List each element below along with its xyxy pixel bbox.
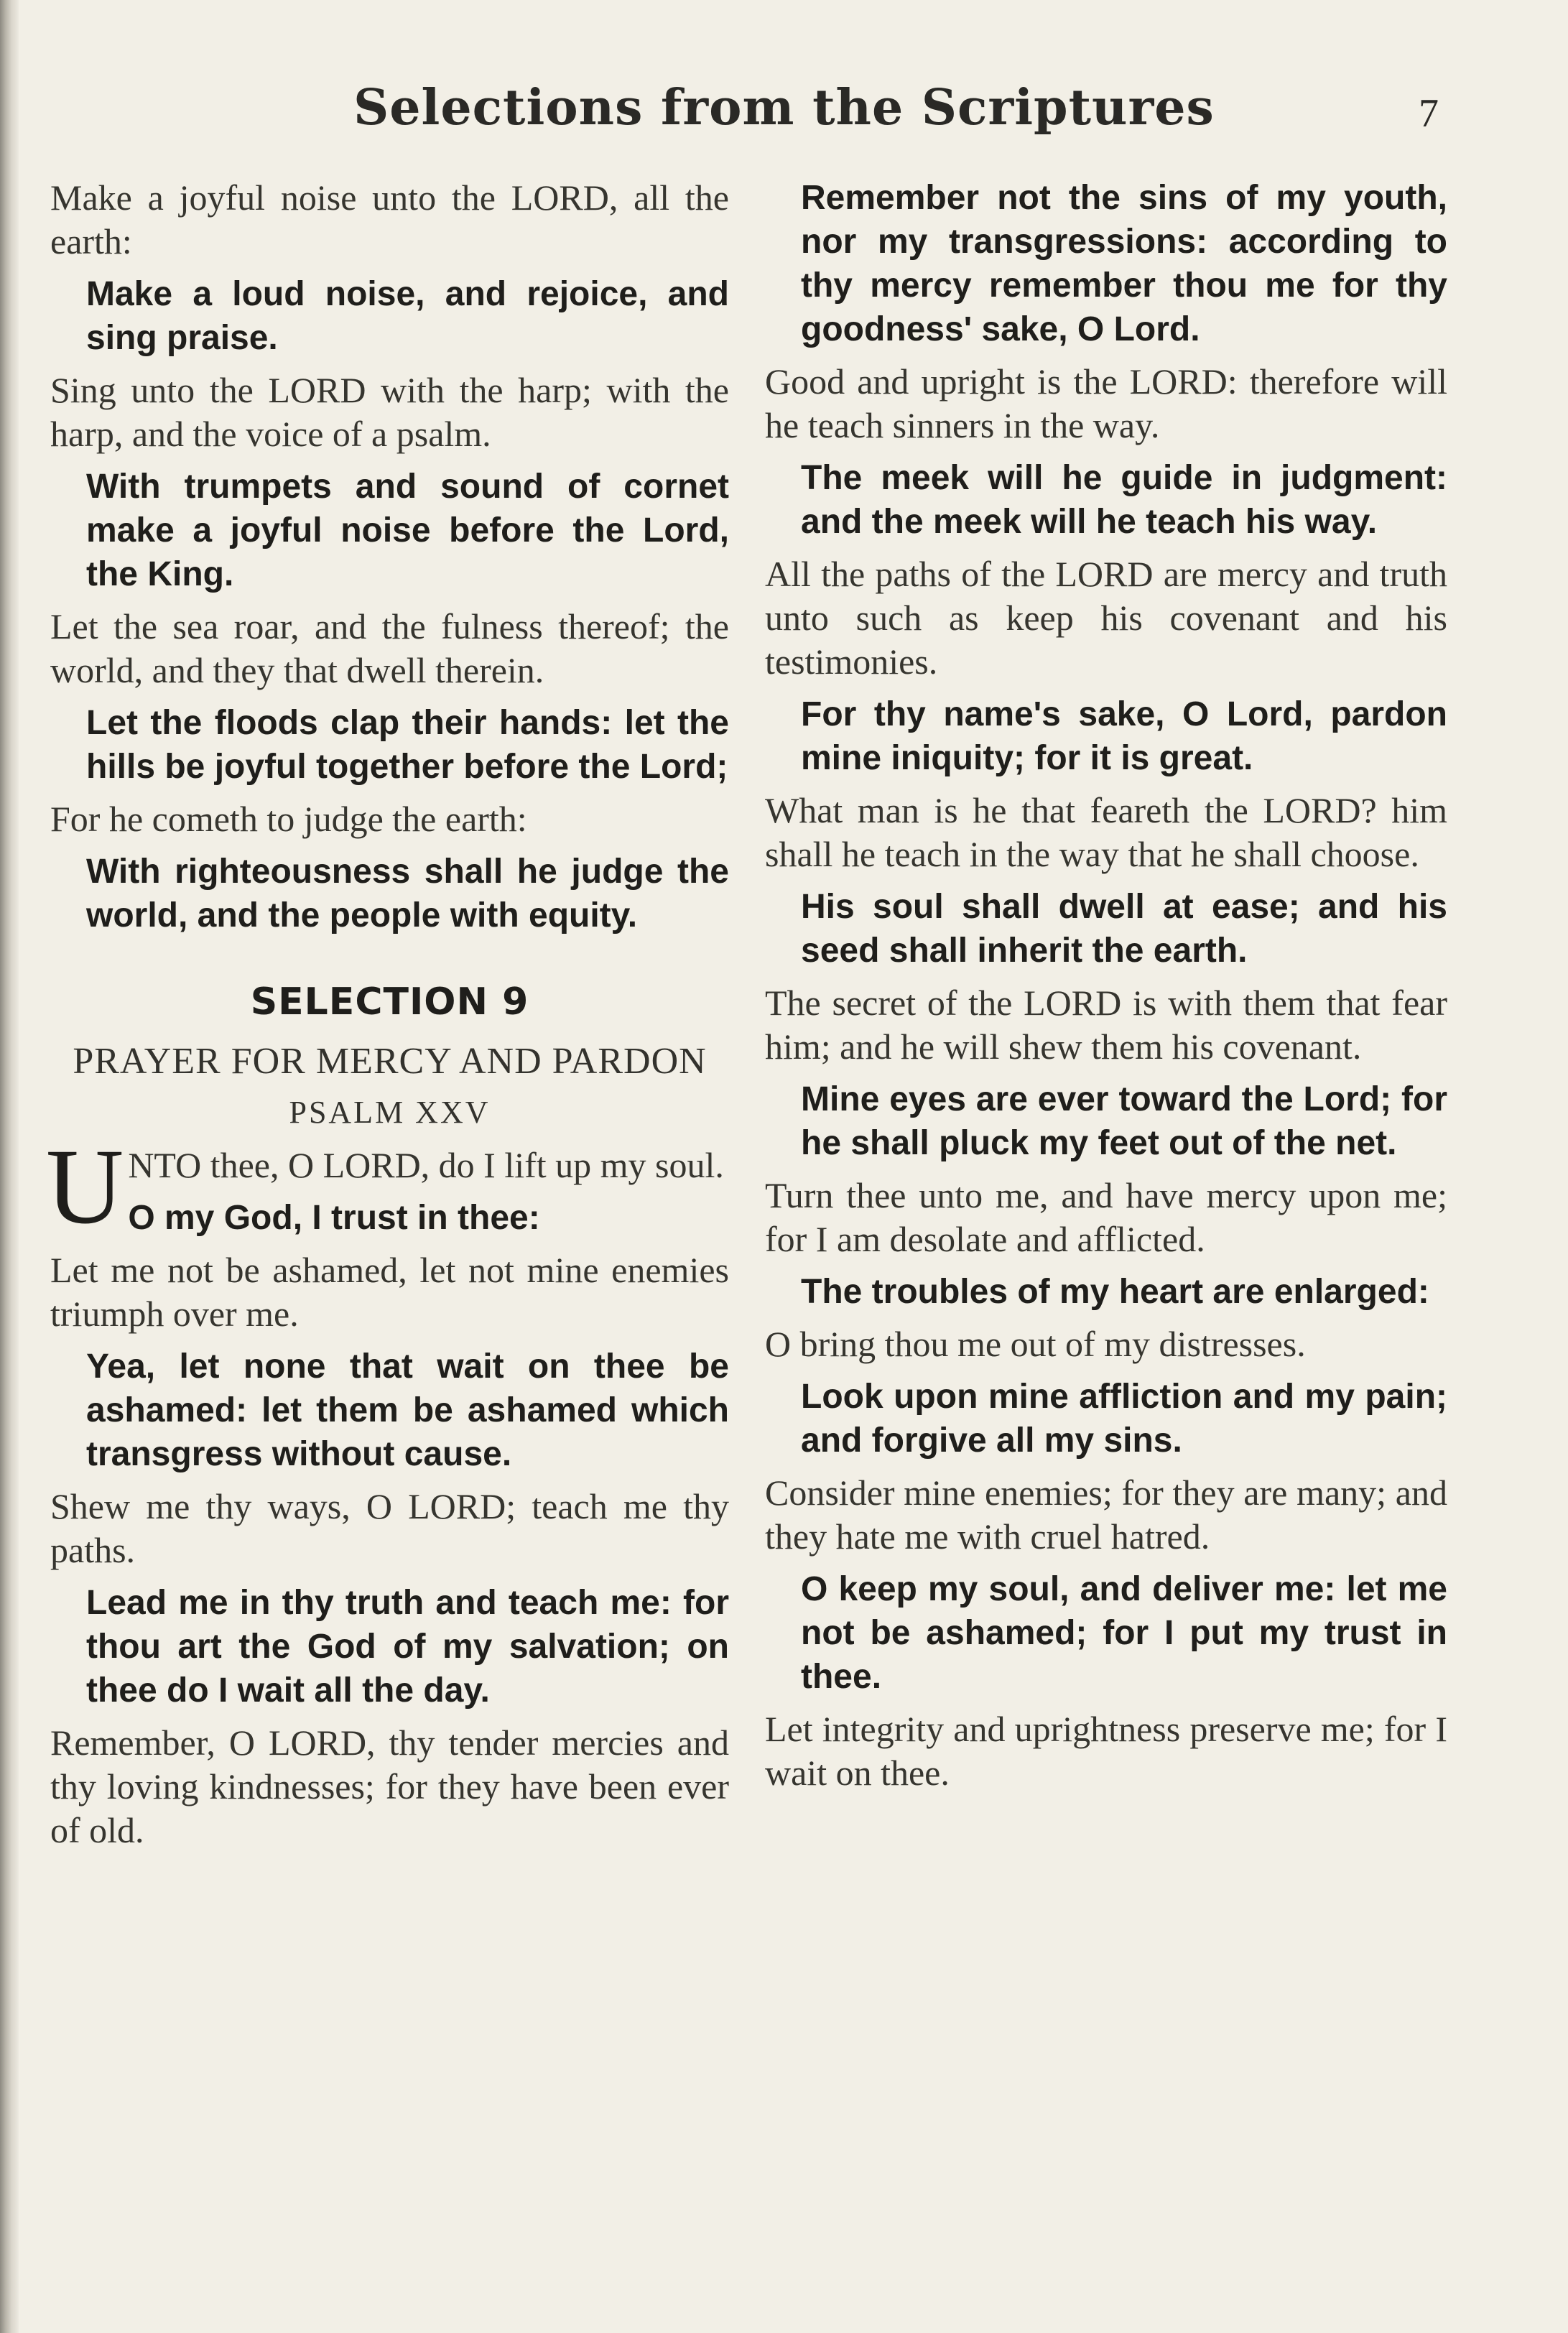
verse: Remember, O LORD, thy tender mercies and thy loving kindnesses; for they have been ever of old. bbox=[50, 1722, 729, 1850]
verse: The secret of the LORD is with them that fear him; and he will shew them his covenant. bbox=[765, 983, 1447, 1067]
verse: For he cometh to judge the earth: bbox=[50, 799, 527, 839]
verses-top bbox=[50, 176, 729, 937]
response: O my God, I trust in thee: bbox=[128, 1199, 540, 1237]
page-number: 7 bbox=[1419, 91, 1439, 136]
response: Remember not the sins of my youth, nor my transgressions: according to thy mercy remember thou me for thy goodness' sake, O Lord. bbox=[801, 179, 1447, 348]
verse: Make a joyful noise unto the LORD, all the earth: bbox=[50, 177, 729, 261]
response: With righteousness shall he judge the world, and the people with equity. bbox=[86, 853, 729, 934]
verse: Let the sea roar, and the fulness thereof; the world, and they that dwell therein. bbox=[50, 606, 729, 690]
response: Mine eyes are ever toward the Lord; for he shall pluck my feet out of the net. bbox=[801, 1080, 1447, 1162]
right-column bbox=[765, 176, 1447, 1804]
response: Lead me in thy truth and teach me: for thou art the God of my salvation; on thee do I wait all the day. bbox=[86, 1584, 729, 1710]
response: The meek will he guide in judgment: and the meek will he teach his way. bbox=[801, 459, 1447, 541]
verse: All the paths of the LORD are mercy and truth unto such as keep his covenant and his testimonies. bbox=[765, 554, 1447, 682]
left-column bbox=[46, 176, 729, 1861]
opening-verse-text: NTO thee, O LORD, do I lift up my soul. bbox=[128, 1145, 724, 1185]
verse: Consider mine enemies; for they are many; and they hate me with cruel hatred. bbox=[765, 1472, 1447, 1557]
verse: Turn thee unto me, and have mercy upon me; for I am desolate and afflicted. bbox=[765, 1175, 1447, 1259]
response: Yea, let none that wait on thee be ashamed: let them be ashamed which transgress without cause. bbox=[86, 1348, 729, 1473]
verse: Let me not be ashamed, let not mine enemies triumph over me. bbox=[50, 1250, 729, 1334]
response: His soul shall dwell at ease; and his seed shall inherit the earth. bbox=[801, 888, 1447, 970]
response: The troubles of my heart are enlarged: bbox=[801, 1273, 1429, 1311]
response: Look upon mine affliction and my pain; and forgive all my sins. bbox=[801, 1378, 1447, 1460]
verse: Sing unto the LORD with the harp; with the harp, and the voice of a psalm. bbox=[50, 370, 729, 454]
dropcap-letter: U bbox=[46, 1127, 124, 1246]
page-header bbox=[0, 79, 1568, 158]
verse: O bring thou me out of my distresses. bbox=[765, 1324, 1306, 1364]
verse: Let integrity and uprightness preserve me; for I wait on thee. bbox=[765, 1709, 1447, 1793]
selection-heading: SELECTION 9 bbox=[250, 980, 529, 1024]
verse: Shew me thy ways, O LORD; teach me thy paths. bbox=[50, 1486, 729, 1570]
response: With trumpets and sound of cornet make a joyful noise before the Lord, the King. bbox=[86, 468, 729, 593]
verses-bottom bbox=[50, 1196, 729, 1852]
verse: Good and upright is the LORD: therefore will he teach sinners in the way. bbox=[765, 361, 1447, 445]
book-spine-shadow bbox=[0, 0, 19, 2333]
verse: What man is he that feareth the LORD? him shall he teach in the way that he shall choose. bbox=[765, 790, 1447, 874]
selection-subtitle: PRAYER FOR MERCY AND PARDON bbox=[73, 1041, 707, 1082]
response: O keep my soul, and deliver me: let me not be ashamed; for I put my trust in thee. bbox=[801, 1570, 1447, 1696]
psalm-reference: PSALM XXV bbox=[289, 1095, 491, 1130]
running-title: Selections from the Scriptures bbox=[353, 79, 1215, 136]
response: Let the floods clap their hands: let the hills be joyful together before the Lord; bbox=[86, 704, 729, 786]
response: For thy name's sake, O Lord, pardon mine iniquity; for it is great. bbox=[801, 695, 1447, 777]
response: Make a loud noise, and rejoice, and sing praise. bbox=[86, 275, 729, 357]
